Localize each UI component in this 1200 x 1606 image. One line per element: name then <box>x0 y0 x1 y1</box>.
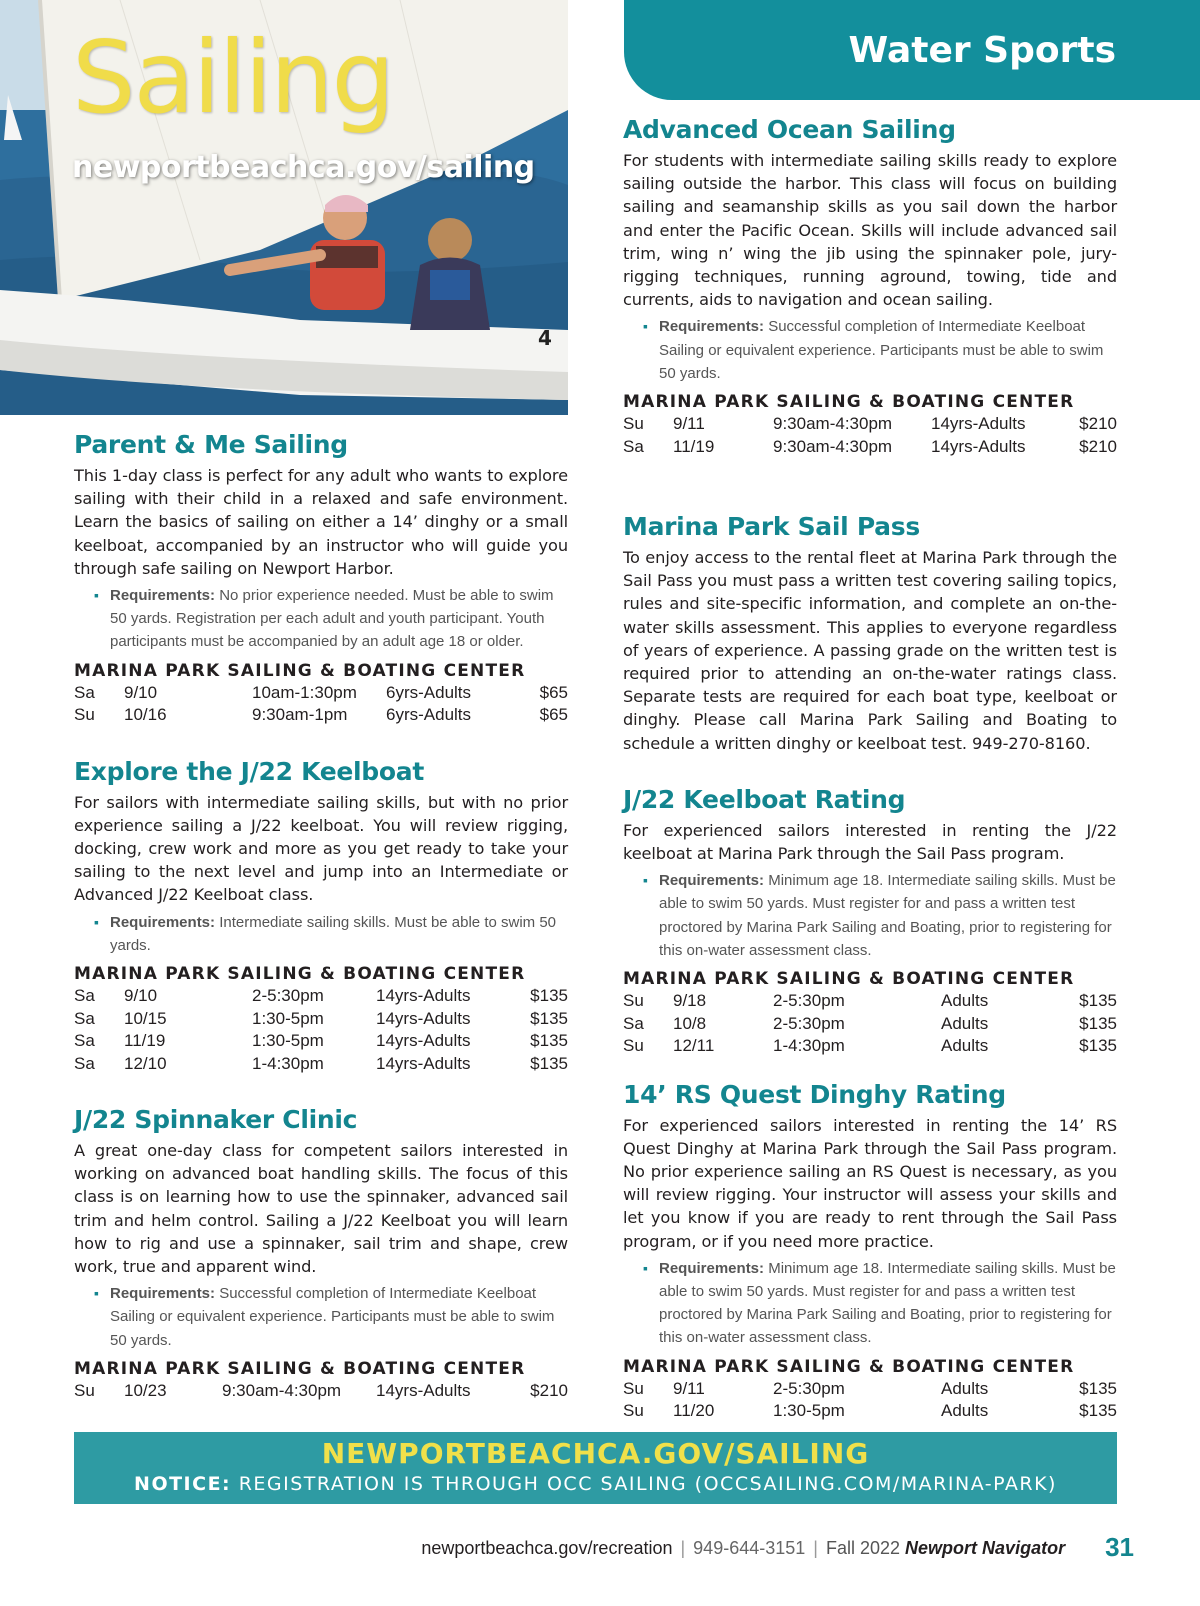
spinnaker-section <box>74 1103 568 1402</box>
keelboat-rating-section <box>623 783 1117 1058</box>
schedule-price: $135 <box>1079 1401 1117 1421</box>
keelboat-rating-requirements <box>623 869 1117 962</box>
schedule-row <box>623 1400 1117 1423</box>
hero-url[interactable]: newportbeachca.gov/sailing <box>72 150 535 185</box>
schedule-date: 9/11 <box>673 414 705 434</box>
schedule-date: 12/10 <box>124 1053 167 1073</box>
schedule-time: 2-5:30pm <box>773 991 845 1011</box>
schedule-time: 1:30-5pm <box>773 1401 845 1421</box>
right-column <box>623 113 1117 1423</box>
schedule-price: $135 <box>1079 1036 1117 1056</box>
schedule-price: $65 <box>539 705 568 725</box>
requirement-item <box>110 584 568 654</box>
schedule-age: 6yrs-Adults <box>386 705 472 725</box>
keelboat-rating-schedule <box>623 990 1117 1058</box>
schedule-date: 9/10 <box>124 682 158 702</box>
requirement-text: Successful completion of Intermediate Keelboat Sailing or equivalent experience. Participants must be able to swim 50 yards. <box>659 318 1104 382</box>
hero-photo <box>0 0 568 415</box>
schedule-day: Su <box>623 1378 644 1398</box>
schedule-day: Su <box>623 991 644 1011</box>
schedule-time: 9:30am-1pm <box>252 705 348 725</box>
requirement-label: Requirements: <box>659 1259 765 1277</box>
requirement-item <box>110 1282 568 1352</box>
footer-publication: Newport Navigator <box>905 1538 1066 1558</box>
page-number: 31 <box>1105 1532 1134 1562</box>
requirement-label: Requirements: <box>659 318 765 336</box>
requirement-label: Requirements: <box>110 913 216 931</box>
footer-phone: 949-644-3151 <box>693 1538 806 1558</box>
spinnaker-requirements <box>74 1282 568 1352</box>
notice-text: REGISTRATION IS THROUGH OCC SAILING (OCCSAILING.COM/MARINA-PARK) <box>231 1473 1057 1495</box>
registration-url[interactable]: NEWPORTBEACHCA.GOV/SAILING <box>321 1437 870 1470</box>
j22-keelboat-section <box>74 755 568 1075</box>
parent-me-requirements <box>74 584 568 654</box>
ocean-section <box>623 113 1117 458</box>
schedule-date: 11/20 <box>673 1401 715 1421</box>
requirement-label: Requirements: <box>110 1285 216 1303</box>
schedule-time: 1-4:30pm <box>252 1053 324 1073</box>
left-column <box>74 428 568 1402</box>
schedule-age: 14yrs-Adults <box>376 1008 471 1028</box>
schedule-date: 11/19 <box>673 436 715 456</box>
spinnaker-venue: MARINA PARK SAILING & BOATING CENTER <box>74 1358 526 1379</box>
requirement-label: Requirements: <box>659 872 765 890</box>
schedule-price: $210 <box>1079 436 1117 456</box>
schedule-price: $210 <box>1079 414 1117 434</box>
schedule-age: 14yrs-Adults <box>376 1031 471 1051</box>
requirement-item <box>659 869 1117 962</box>
schedule-price: $135 <box>530 1031 568 1051</box>
schedule-row <box>74 985 568 1008</box>
requirement-text: Minimum age 18. Intermediate sailing skills. Must be able to swim 50 yards. Must register for and pass a written test proctored by Marina Park Sailing and Boating, prior to registering for this on-water assessment class. <box>659 1259 1116 1347</box>
dinghy-rating-schedule <box>623 1378 1117 1423</box>
schedule-row <box>74 682 568 705</box>
schedule-age: Adults <box>941 1378 989 1398</box>
requirement-item <box>659 315 1117 385</box>
requirement-label: Requirements: <box>110 587 216 605</box>
schedule-row <box>623 436 1117 459</box>
parent-me-body: This 1-day class is perfect for any adult who wants to explore sailing with their child in a relaxed and safe environment. Learn the basics of sailing on either a 14’ dinghy or a small keelboat, accompanied by an instructor who will guide you through safe sailing on Newport Harbor. <box>74 466 568 578</box>
schedule-date: 11/19 <box>124 1031 166 1051</box>
schedule-date: 10/16 <box>124 705 167 725</box>
schedule-time: 2-5:30pm <box>252 986 324 1006</box>
spinnaker-schedule <box>74 1380 568 1403</box>
schedule-day: Sa <box>623 436 644 456</box>
schedule-row <box>623 413 1117 436</box>
schedule-age: Adults <box>941 1013 989 1033</box>
footer-divider: | <box>680 1538 686 1558</box>
schedule-day: Sa <box>74 682 95 702</box>
schedule-day: Sa <box>74 1008 95 1028</box>
schedule-date: 10/8 <box>673 1013 707 1033</box>
schedule-day: Sa <box>74 1031 95 1051</box>
notice-label: NOTICE: <box>134 1473 232 1495</box>
schedule-price: $135 <box>530 986 568 1006</box>
schedule-time: 1:30-5pm <box>252 1031 324 1051</box>
footer-issue: Fall 2022 <box>825 1538 901 1558</box>
requirement-text: No prior experience needed. Must be able to swim 50 yards. Registration per each adult and youth participant. Youth participants must be accompanied by an adult age 18 or older. <box>110 587 554 651</box>
schedule-age: 14yrs-Adults <box>931 414 1026 434</box>
spinnaker-body: A great one-day class for competent sailors interested in working on advanced boat handling skills. The focus of this class is on learning how to use the spinnaker, advanced sail trim and helm control. Sailing a J/22 Keelboat you will learn how to rig and use a spinnaker, sail trim and shape, crew work, true and apparent wind. <box>74 1141 568 1277</box>
schedule-time: 2-5:30pm <box>773 1013 845 1033</box>
page-footer <box>421 1532 1134 1563</box>
j22-keelboat-body: For sailors with intermediate sailing skills, but with no prior experience sailing a J/22 keelboat. You will review rigging, docking, crew work and more as you get ready to take your sailing to the next level and jump into an Intermediate or Advanced J/22 Keelboat class. <box>74 792 568 905</box>
schedule-day: Sa <box>74 1053 95 1073</box>
schedule-date: 9/10 <box>124 986 158 1006</box>
schedule-date: 12/11 <box>673 1036 715 1056</box>
requirement-text: Intermediate sailing skills. Must be able to swim 50 yards. <box>110 913 557 954</box>
schedule-time: 9:30am-4:30pm <box>222 1380 342 1400</box>
schedule-date: 9/11 <box>673 1378 705 1398</box>
sail-pass-body: To enjoy access to the rental fleet at Marina Park through the Sail Pass you must pass a written test covering sailing topics, rules and site-specific information, and complete an on-the-water skills assessment. This applies to everyone regardless of years of experience. A passing grade on the written test is required prior to attending an on-the-water ratings class. Separate tests are required for each boat type, keelboat or dinghy. Please call Marina Park Sailing and Boating to schedule a written dinghy or keelboat test. 949-270-8160. <box>623 548 1117 753</box>
hero-title: Sailing <box>72 19 393 136</box>
ocean-body: For students with intermediate sailing skills ready to explore sailing outside the harbor. This class will focus on building sailing and seamanship skills as you sail down the harbor and enter the Pacific Ocean. Skills will include advanced sail trim, wing n’ wing the jib using the spinnaker pole, jury-rigging techniques, running aground, towing, tide and currents, aids to navigation and ocean sailing. <box>623 151 1117 310</box>
schedule-price: $135 <box>1079 991 1117 1011</box>
schedule-price: $65 <box>539 682 568 702</box>
requirement-item <box>110 911 568 957</box>
section-banner <box>624 0 1200 100</box>
schedule-price: $135 <box>530 1053 568 1073</box>
schedule-age: 14yrs-Adults <box>376 986 471 1006</box>
schedule-day: Sa <box>623 1013 644 1033</box>
requirement-text: Successful completion of Intermediate Keelboat Sailing or equivalent experience. Participants must be able to swim 50 yards. <box>110 1285 555 1349</box>
schedule-time: 2-5:30pm <box>773 1378 845 1398</box>
sail-pass-section <box>623 510 1117 755</box>
schedule-date: 10/23 <box>124 1380 167 1400</box>
schedule-age: Adults <box>941 991 989 1011</box>
schedule-row <box>623 1013 1117 1036</box>
keelboat-rating-title: J/22 Keelboat Rating <box>623 784 906 814</box>
parent-me-venue: MARINA PARK SAILING & BOATING CENTER <box>74 660 526 681</box>
requirement-text: Minimum age 18. Intermediate sailing skills. Must be able to swim 50 yards. Must register for and pass a written test proctored by Marina Park Sailing and Boating, prior to registering for this on-water assessment class. <box>659 872 1116 959</box>
j22-keelboat-title: Explore the J/22 Keelboat <box>74 756 424 786</box>
parent-me-title: Parent & Me Sailing <box>74 430 348 459</box>
schedule-age: Adults <box>941 1036 989 1056</box>
schedule-day: Su <box>623 1401 644 1421</box>
parent-me-schedule <box>74 682 568 727</box>
schedule-day: Su <box>623 414 644 434</box>
schedule-price: $135 <box>1079 1013 1117 1033</box>
schedule-age: 6yrs-Adults <box>386 682 472 702</box>
boat-number: 4 <box>538 326 552 350</box>
schedule-price: $210 <box>530 1380 568 1400</box>
parent-me-section <box>74 428 568 727</box>
schedule-age: 14yrs-Adults <box>376 1380 471 1400</box>
keelboat-rating-body: For experienced sailors interested in renting the J/22 keelboat at Marina Park through the Sail Pass program. <box>623 820 1117 864</box>
j22-keelboat-requirements <box>74 911 568 957</box>
schedule-row <box>74 1008 568 1031</box>
schedule-age: 14yrs-Adults <box>376 1053 471 1073</box>
section-banner-label: Water Sports <box>848 30 1116 71</box>
schedule-time: 9:30am-4:30pm <box>773 436 893 456</box>
schedule-time: 10am-1:30pm <box>252 682 357 702</box>
schedule-row <box>74 704 568 727</box>
ocean-venue: MARINA PARK SAILING & BOATING CENTER <box>623 392 1075 413</box>
j22-keelboat-schedule <box>74 985 568 1075</box>
ocean-schedule <box>623 413 1117 458</box>
footer-site[interactable]: newportbeachca.gov/recreation <box>421 1538 673 1558</box>
schedule-row <box>74 1030 568 1053</box>
j22-keelboat-venue: MARINA PARK SAILING & BOATING CENTER <box>74 964 526 985</box>
schedule-price: $135 <box>1079 1378 1117 1398</box>
schedule-row <box>74 1053 568 1076</box>
schedule-age: 14yrs-Adults <box>931 436 1026 456</box>
schedule-row <box>74 1380 568 1403</box>
footer-divider: | <box>813 1538 818 1558</box>
dinghy-rating-venue: MARINA PARK SAILING & BOATING CENTER <box>623 1356 1075 1377</box>
schedule-row <box>623 1035 1117 1058</box>
registration-notice <box>74 1470 1117 1498</box>
schedule-price: $135 <box>530 1008 568 1028</box>
schedule-row <box>623 990 1117 1013</box>
registration-banner <box>74 1432 1117 1504</box>
schedule-row <box>623 1378 1117 1401</box>
schedule-time: 1-4:30pm <box>773 1036 845 1056</box>
sail-pass-title: Marina Park Sail Pass <box>623 512 920 542</box>
schedule-day: Su <box>623 1036 644 1056</box>
dinghy-rating-section <box>623 1078 1117 1423</box>
dinghy-rating-body: For experienced sailors interested in renting the 14’ RS Quest Dinghy at Marina Park through the Sail Pass program. No prior experience sailing an RS Quest is necessary, as you will review rigging. Your instructor will assess your skills and let you know if you are ready to rent through the Sail Pass program, or if you need more practice. <box>623 1115 1117 1251</box>
schedule-date: 10/15 <box>124 1008 167 1028</box>
schedule-age: Adults <box>941 1401 989 1421</box>
ocean-requirements <box>623 315 1117 385</box>
schedule-time: 9:30am-4:30pm <box>773 414 893 434</box>
ocean-title: Advanced Ocean Sailing <box>623 115 956 144</box>
schedule-day: Su <box>74 1380 95 1400</box>
schedule-date: 9/18 <box>673 991 707 1011</box>
schedule-day: Sa <box>74 986 95 1006</box>
schedule-time: 1:30-5pm <box>252 1008 324 1028</box>
dinghy-rating-title: 14’ RS Quest Dinghy Rating <box>623 1079 1006 1109</box>
keelboat-rating-venue: MARINA PARK SAILING & BOATING CENTER <box>623 969 1075 990</box>
spinnaker-title: J/22 Spinnaker Clinic <box>74 1105 358 1135</box>
requirement-item <box>659 1257 1117 1350</box>
schedule-day: Su <box>74 705 95 725</box>
dinghy-rating-requirements <box>623 1257 1117 1350</box>
